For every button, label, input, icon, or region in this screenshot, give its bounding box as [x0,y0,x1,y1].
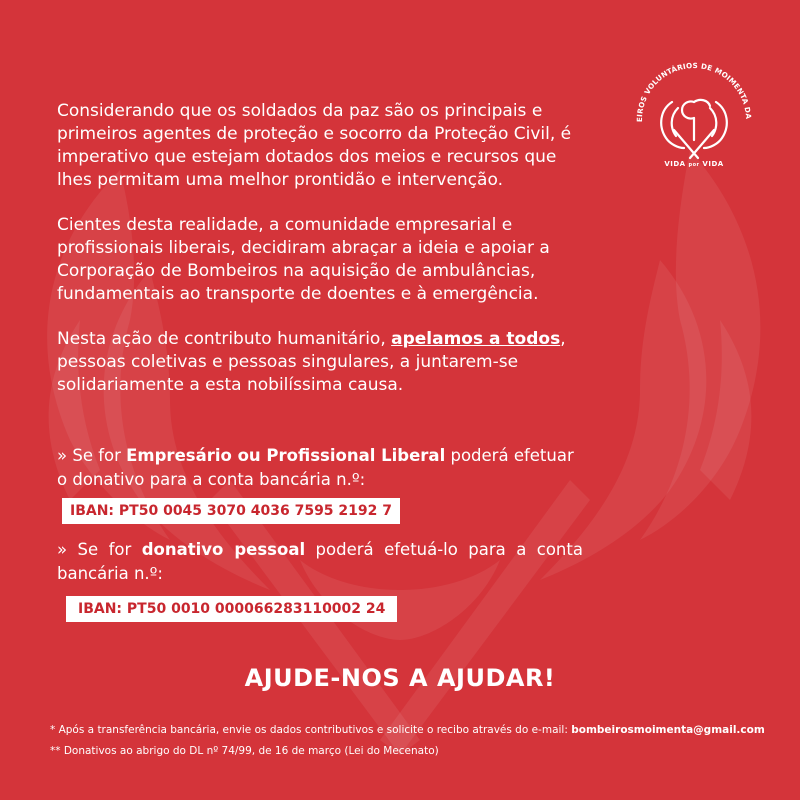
business-donation-text: » Se for Empresário ou Profissional Liberal poderá efetuar o donativo para a conta bancária n.º: [57,446,574,489]
business-iban: IBAN: PT50 0045 3070 4036 7595 2192 7 [62,498,400,524]
intro-paragraph-3: Nesta ação de contributo humanitário, apelamos a todos, pessoas coletivas e pessoas singulares, a juntarem-se solidariamente a esta nobilíssima causa. [57,329,566,395]
footnote-2: ** Donativos ao abrigo do DL nº 74/99, de 16 de março (Lei do Mecenato) [50,745,439,757]
call-to-action: AJUDE-NOS A AJUDAR! [244,664,556,692]
intro-paragraph-2: Cientes desta realidade, a comunidade empresarial e profissionais liberais, decidiram abraçar a ideia e apoiar a Corporação de Bombeiros na aquisição de ambulâncias, fundamentais ao transporte de doentes e à emergência. [57,215,550,304]
svg-text:BOMBEIROS VOLUNTÁRIOS DE MOIME [624,44,753,122]
personal-donation-text: » Se for donativo pessoal poderá efetuá-lo para a conta bancária n.º: [57,540,583,583]
brand-logo [624,44,764,184]
personal-iban: IBAN: PT50 0010 000066283110002 24 [66,596,397,622]
footnote-1: * Após a transferência bancária, envie os dados contributivos e solicite o recibo através do e-mail: bombeirosmoimenta@gmail.com [50,724,765,736]
intro-paragraph-1: Considerando que os soldados da paz são os principais e primeiros agentes de proteção e socorro da Proteção Civil, é imperativo que estejam dotados dos meios e recursos que lhes permitam uma melhor prontidão e intervenção. [57,101,572,190]
contact-email[interactable]: bombeirosmoimenta@gmail.com [571,724,765,736]
business-donation-label: Empresário ou Profissional Liberal [126,446,446,465]
appeal-emphasis: apelamos a todos [391,329,561,349]
logo-arc-text: EIROS VOLUNTÁRIOS DE MOIMENTA DA [634,60,754,123]
personal-donation-label: donativo pessoal [141,540,306,559]
intro-text [57,100,577,419]
logo-motto: VIDA por VIDA [664,160,724,168]
